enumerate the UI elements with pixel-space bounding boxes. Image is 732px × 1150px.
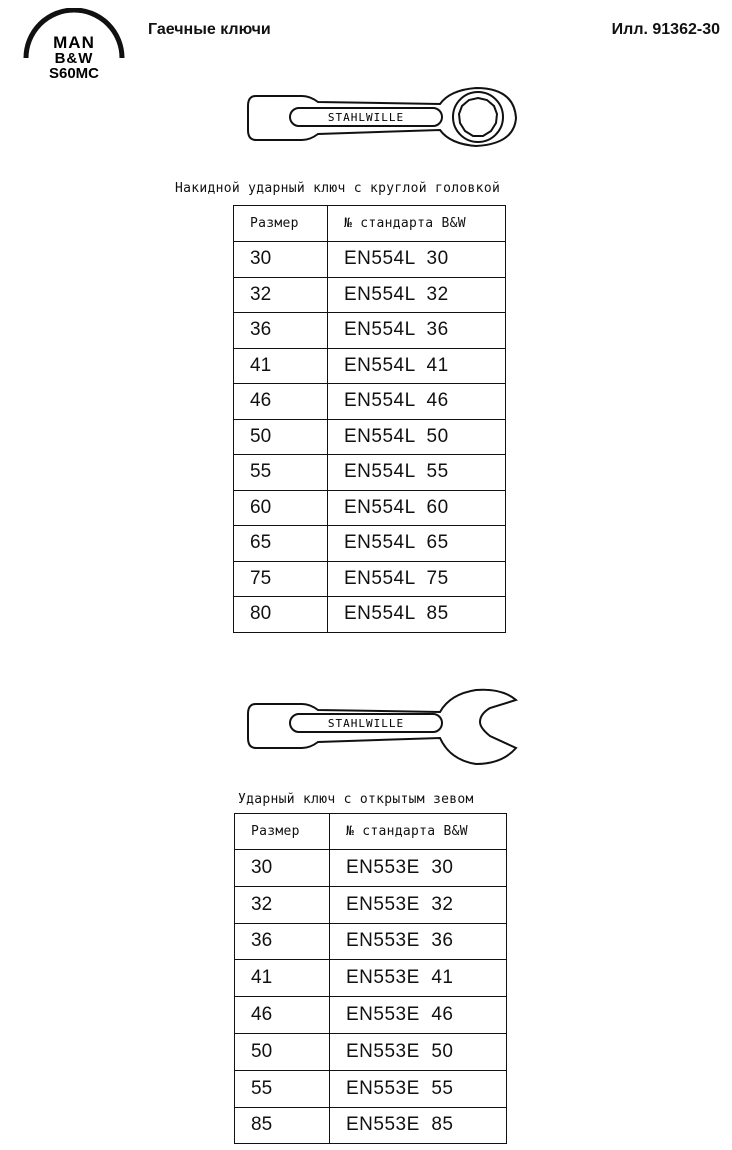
open-wrench-table	[234, 813, 507, 1144]
size-cell: 55	[234, 455, 328, 491]
size-cell: 75	[234, 561, 328, 597]
table-row	[235, 1107, 507, 1144]
size-cell: 80	[234, 597, 328, 633]
standard-number-cell: EN554L 41	[328, 348, 506, 384]
ring-wrench-brand: STAHLWILLE	[327, 111, 405, 124]
size-cell: 41	[234, 348, 328, 384]
table-header-row	[235, 814, 507, 850]
size-cell: 65	[234, 526, 328, 562]
table-row	[235, 886, 507, 923]
standard-number-cell: EN554L 60	[328, 490, 506, 526]
size-cell: 32	[234, 277, 328, 313]
size-cell: 50	[235, 1033, 330, 1070]
standard-number-cell: EN554L 32	[328, 277, 506, 313]
size-cell: 41	[235, 960, 330, 997]
standard-number-cell: EN553E 50	[330, 1033, 507, 1070]
logo-line1: MAN	[53, 33, 95, 52]
standard-number-cell: EN553E 30	[330, 850, 507, 887]
standard-number-cell: EN553E 41	[330, 960, 507, 997]
open-wrench-illustration	[244, 686, 528, 775]
standard-number-cell: EN554L 75	[328, 561, 506, 597]
illustration-number: Илл. 91362-30	[611, 21, 720, 38]
open-wrench-caption: Ударный ключ с открытым зевом	[238, 792, 474, 807]
size-cell: 55	[235, 1070, 330, 1107]
column-header-size: Размер	[234, 206, 328, 242]
table-row	[235, 997, 507, 1034]
table-row	[234, 277, 506, 313]
table-row	[235, 1033, 507, 1070]
standard-number-cell: EN554L 36	[328, 313, 506, 349]
standard-number-cell: EN553E 55	[330, 1070, 507, 1107]
size-cell: 60	[234, 490, 328, 526]
logo-line2: B&W	[54, 50, 94, 67]
open-wrench-brand: STAHLWILLE	[327, 717, 405, 730]
standard-number-cell: EN554L 55	[328, 455, 506, 491]
table-row	[234, 419, 506, 455]
standard-number-cell: EN554L 46	[328, 384, 506, 420]
size-cell: 36	[234, 313, 328, 349]
table-row	[234, 242, 506, 278]
size-cell: 36	[235, 923, 330, 960]
standard-number-cell: EN553E 36	[330, 923, 507, 960]
table-row	[234, 384, 506, 420]
table-row	[235, 1070, 507, 1107]
standard-number-cell: EN553E 85	[330, 1107, 507, 1144]
size-cell: 30	[235, 850, 330, 887]
column-header-standard: № стандарта B&W	[328, 206, 506, 242]
size-cell: 32	[235, 886, 330, 923]
standard-number-cell: EN554L 65	[328, 526, 506, 562]
column-header-size: Размер	[235, 814, 330, 850]
size-cell: 46	[235, 997, 330, 1034]
table-row	[234, 597, 506, 633]
standard-number-cell: EN554L 85	[328, 597, 506, 633]
table-row	[234, 313, 506, 349]
engine-model: S60MC	[48, 65, 100, 80]
table-row	[234, 348, 506, 384]
man-bw-logo	[18, 8, 130, 80]
table-row	[234, 526, 506, 562]
size-cell: 30	[234, 242, 328, 278]
table-row	[235, 923, 507, 960]
table-row	[234, 455, 506, 491]
standard-number-cell: EN553E 32	[330, 886, 507, 923]
table-row	[234, 561, 506, 597]
ring-wrench-illustration	[244, 82, 528, 157]
size-cell: 46	[234, 384, 328, 420]
column-header-standard: № стандарта B&W	[330, 814, 507, 850]
size-cell: 85	[235, 1107, 330, 1144]
standard-number-cell: EN554L 50	[328, 419, 506, 455]
ring-wrench-table	[233, 205, 506, 633]
document-title: Гаечные ключи	[148, 21, 271, 38]
standard-number-cell: EN553E 46	[330, 997, 507, 1034]
size-cell: 50	[234, 419, 328, 455]
standard-number-cell: EN554L 30	[328, 242, 506, 278]
table-header-row	[234, 206, 506, 242]
table-row	[235, 960, 507, 997]
ring-wrench-caption: Накидной ударный ключ с круглой головкой	[175, 181, 501, 196]
table-row	[235, 850, 507, 887]
table-row	[234, 490, 506, 526]
